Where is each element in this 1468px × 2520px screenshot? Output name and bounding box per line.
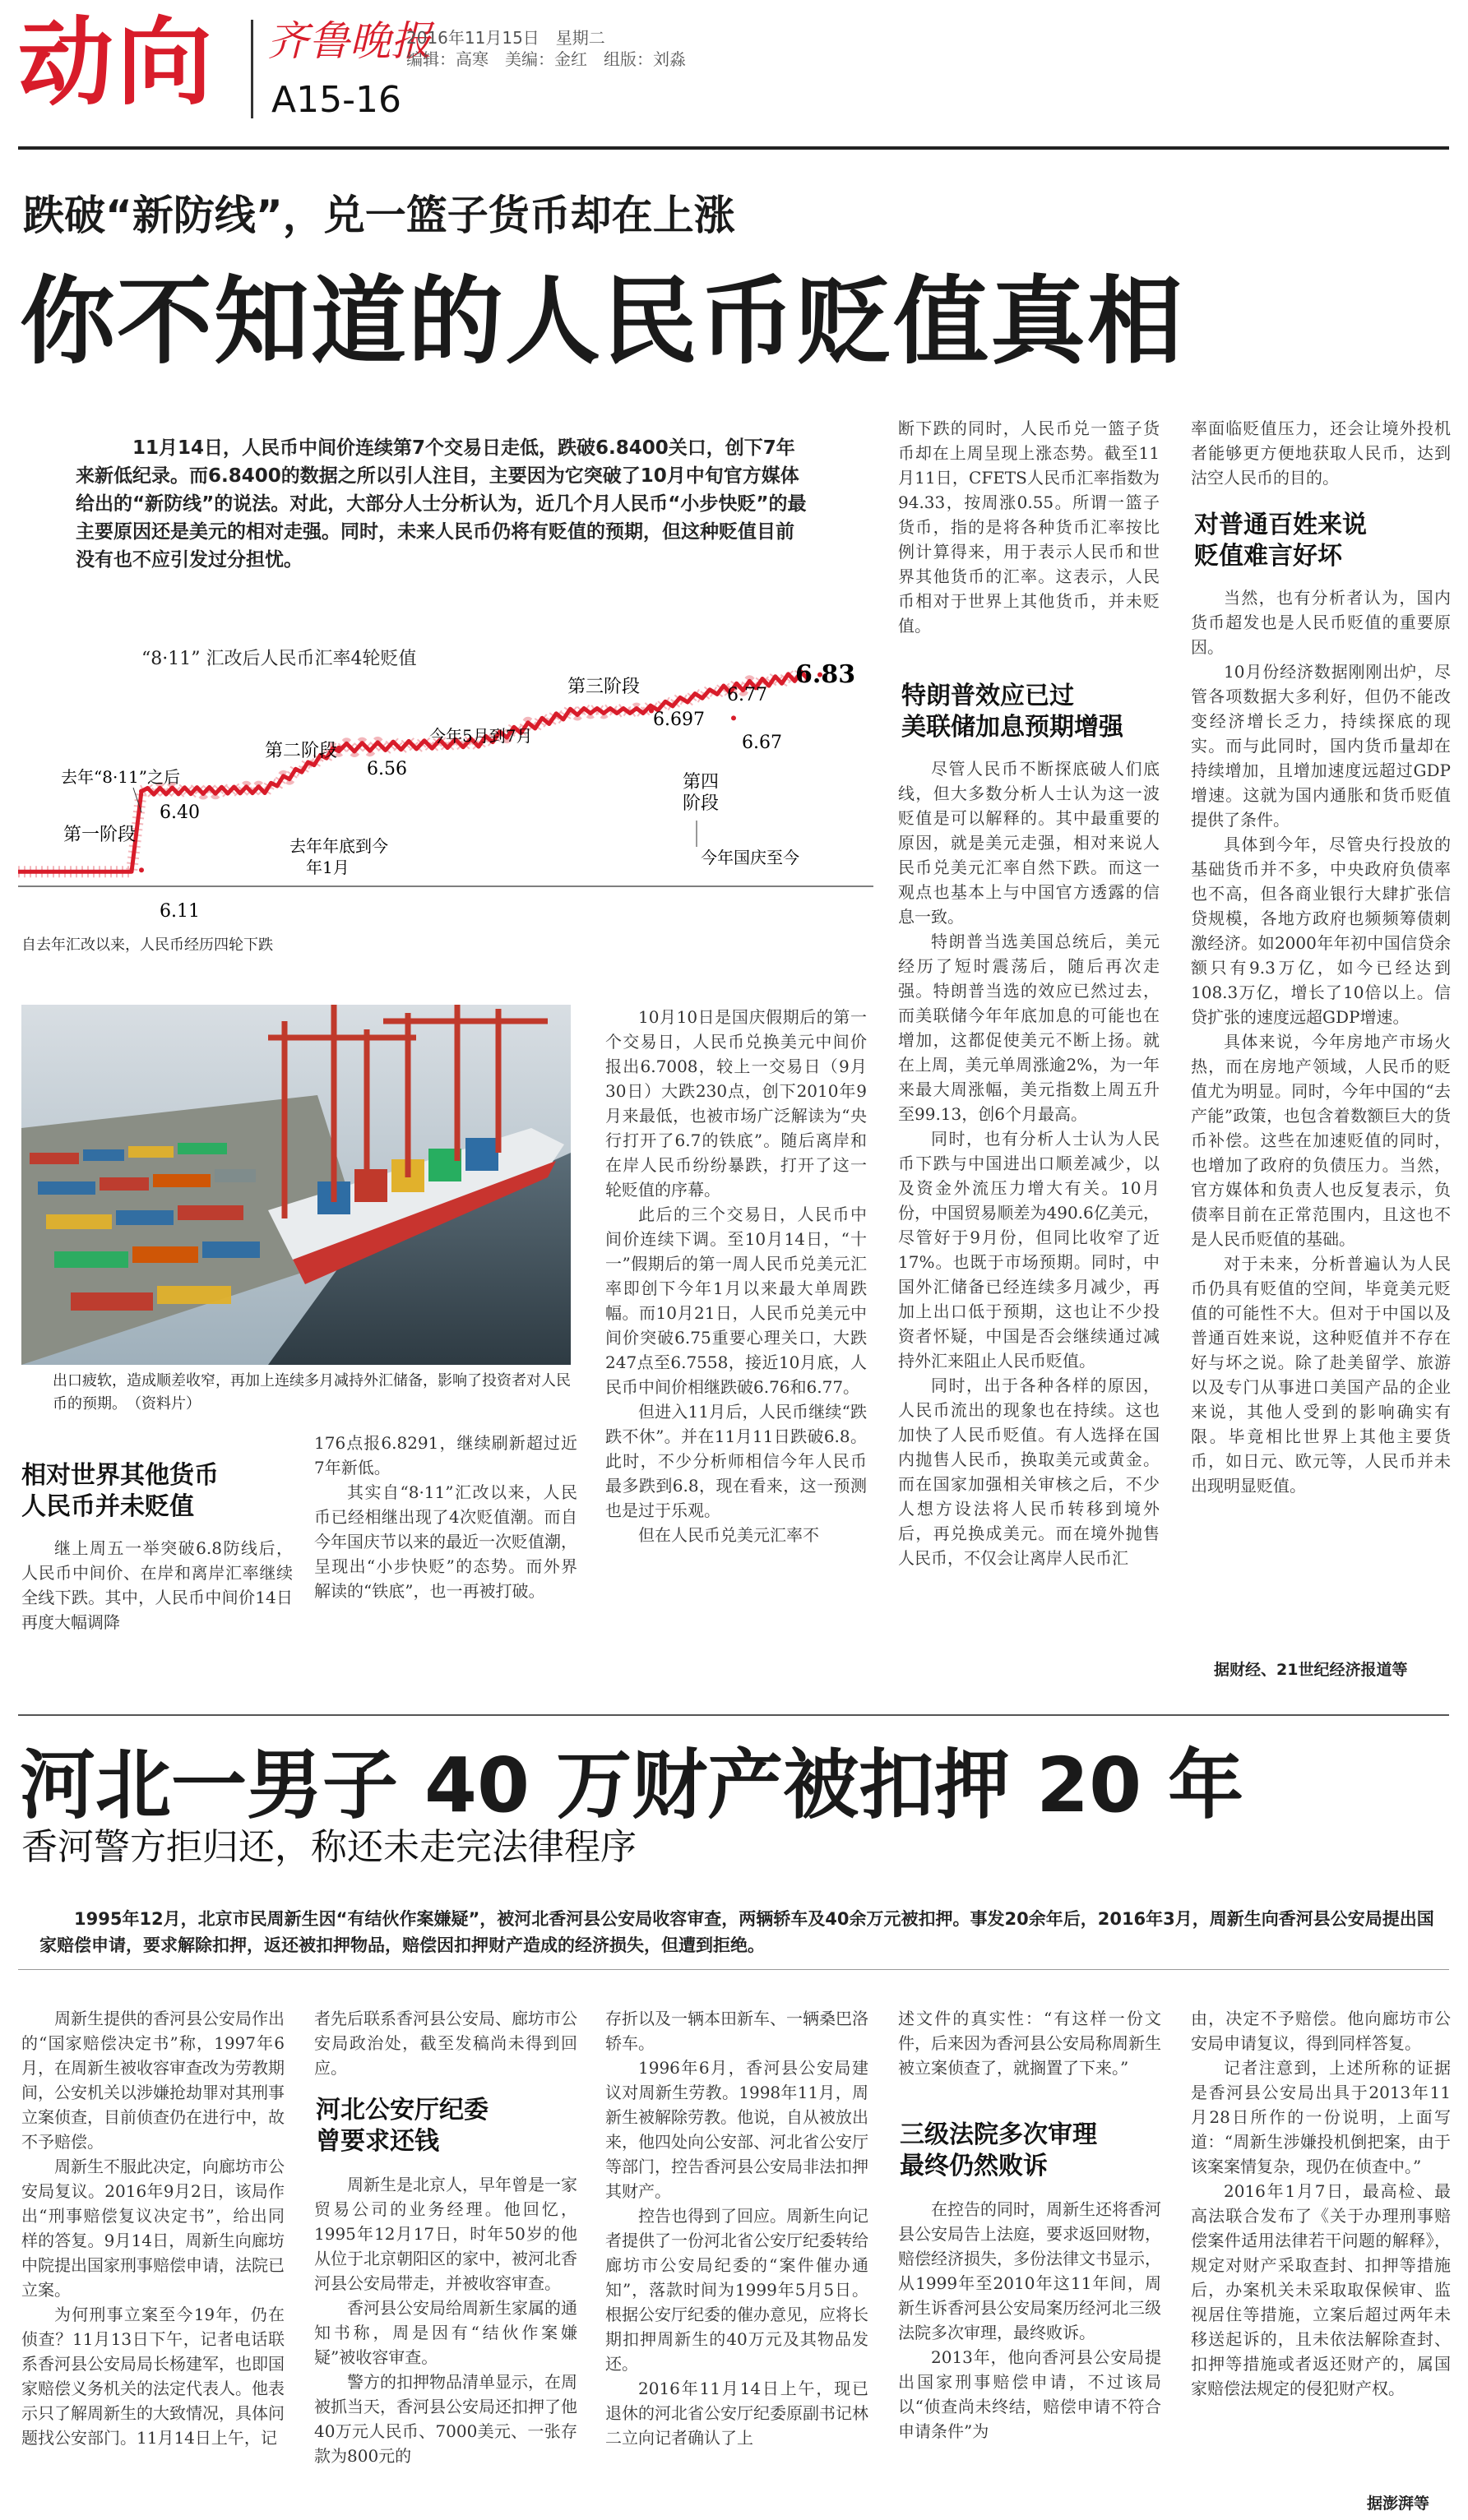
story1-headline: 你不知道的人民币贬值真相 — [20, 266, 1184, 377]
story2-source: 据澎湃等 — [1367, 2495, 1430, 2513]
annotation-national-day: 今年国庆至今 — [701, 848, 799, 867]
story2-col2b-p2: 香河县公安局给周新生家属的通知书称，周是因有“结伙作案嫌疑”被收容审查。 — [314, 2298, 577, 2367]
phase-label-3: 第三阶段 — [567, 677, 641, 697]
story2-col3 — [605, 2006, 868, 2450]
story1-subhead-2: 特朗普效应已过 美联储加息预期增强 — [901, 682, 1123, 742]
annotation-year-end-b: 年1月 — [306, 858, 350, 877]
photo-caption: 出口疲软，造成顺差收窄，再加上连续多月减持外汇储备，影响了投资者对人民币的预期。 （资料片） — [53, 1372, 571, 1413]
story1-col3-p3: 但进入11月后，人民币继续“跌跌不休”。并在11月11日跌破6.8。此时，不少分析师相信今年人民币最多跌到6.8，现在看来，这一预测也是过于乐观。 — [605, 1402, 867, 1520]
story2-col5-p1: 由，决定不予赔偿。他向廊坊市公安局申请复议，得到同样答复。 — [1191, 2009, 1451, 2053]
story2-col3-p3: 控告也得到了回应。周新生向记者提供了一份河北省公安厅纪委转给廊坊市公安局纪委的“案件催办通知”，落款时间为1999年5月5日。根据公安厅纪委的催办意见，应将长期扣押周新生的40万元及其物品发还。 — [605, 2206, 868, 2374]
story2-col2 — [314, 2006, 577, 2080]
story1-lead: 11月14日，人民币中间价连续第7个交易日走低，跌破6.8400关口，创下7年来新低纪录。而6.8400的数据之所以引人注目，主要因为它突破了10月中旬官方媒体给出的“新防线”的说法。对此，大部分人士分析认为，近几个月人民币“小步快贬”的最主要原因还是美元的相对走强。同时，未来人民币仍将有贬值的预期，但这种贬值目前没有也不应引发过分担忧。 — [76, 437, 807, 571]
story2-col5-p3: 2016年1月7日，最高检、最高法联合发布了《关于办理刑事赔偿案件适用法律若干问题的解释》，规定对财产采取查封、扣押等措施后，办案机关未采取取保候审、监视居住等措施，立案后超过两年未移送起诉的，且未依法解除查封、扣押等措施或者返还财产的，属国家赔偿法规定的侵犯财产权。 — [1191, 2181, 1451, 2398]
story1-col2-p2: 其实自“8·11”汇改以来，人民币已经相继出现了4次贬值潮。而自今年国庆节以来的最近一次贬值潮，呈现出“小步快贬”的态势。而外界解读的“铁底”，也一再被打破。 — [314, 1482, 577, 1601]
story1-col4b-p4: 同时，出于各种各样的原因，人民币流出的现象也在持续。这也加快了人民币贬值。有人选择在国内抛售人民币，换取美元或黄金。而在国家加强相关审核之后，不少人想方设法将人民币转移到境外后，再兑换成美元。而在境外抛售人民币，不仅会让离岸人民币汇 — [898, 1376, 1160, 1568]
story2-col5 — [1191, 2006, 1451, 2401]
header-divider — [251, 20, 253, 118]
value-label-6-11: 6.11 — [160, 901, 200, 922]
story1-col4a-p1: 断下跌的同时，人民币兑一篮子货币却在上周呈现上涨态势。截至11月11日，CFETS人民币汇率指数为94.33，按周涨0.55。所谓一篮子货币，指的是将各种货币汇率按比例计算得来，用于表示人民币和世界其他货币的汇率。这表示，人民币相对于世界上其他货币，并未贬值。 — [898, 418, 1160, 636]
story2-col2b-p1: 周新生是北京人，早年曾是一家贸易公司的业务经理。他回忆，1995年12月17日，时年50岁的他从位于北京朝阳区的家中，被河北香河县公安局带走，并被收容审查。 — [314, 2175, 577, 2293]
annotation-may-july: 今年5月到7月 — [429, 726, 533, 746]
story1-col5a — [1191, 416, 1451, 490]
phase-label-2: 第二阶段 — [265, 741, 338, 761]
story2-col4b — [898, 2197, 1161, 2444]
header-rule — [18, 146, 1449, 150]
value-label-6-67: 6.67 — [742, 733, 782, 753]
story1-col3-p2: 此后的三个交易日，人民币中间价连续下调。至10月14日，“十一”假期后的第一周人民币兑美元汇率即创下今年1月以来最大单周跌幅。而10月21日，人民币兑美元中间价突破6.75重要心理关口，大跌247点至6.7558，接近10月底，人民币中间价相继跌破6.76和6.77。 — [605, 1205, 867, 1397]
story2-col2b-p3: 警方的扣押物品清单显示，在周被抓当天，香河县公安局还扣押了他40万元人民币、7000美元、一张存款为800元的 — [314, 2372, 577, 2466]
annotation-year-end-a: 去年年底到今 — [289, 836, 388, 856]
story2-subhead-2: 三级法院多次审理 最终仍然败诉 — [900, 2120, 1097, 2180]
story2-subtitle: 香河警方拒归还，称还未走完法律程序 — [21, 1826, 637, 1868]
phase-label-4b: 阶段 — [683, 793, 720, 814]
story1-col5b-p4: 具体来说，今年房地产市场火热，而在房地产领域，人民币的贬值尤为明显。同时，今年中国的“去产能”政策，也包含着数额巨大的货币补偿。这些在加速贬值的同时，也增加了政府的负债压力。当然，官方媒体和负责人也反复表示，负债率目前在正常范围内，且这也不是人民币贬值的基础。 — [1191, 1032, 1451, 1249]
rate-point — [139, 867, 144, 872]
story1-col4b-p1: 尽管人民币不断探底破人们底线，但大多数分析人士认为这一波贬值是可以解释的。其中最重要的原因，就是美元走强，相对来说人民币兑美元汇率自然下跌。而这一观点也基本上与中国官方透露的信息一致。 — [898, 759, 1160, 927]
story2-col4b-p1: 在控告的同时，周新生还将香河县公安局告上法庭，要求返回财物，赔偿经济损失，多份法律文书显示，从1999年至2010年这11年间，周新生诉香河县公安局案历经河北三级法院多次审理，最终败诉。 — [898, 2199, 1161, 2342]
chart-title: “8·11” 汇改后人民币汇率4轮贬值 — [141, 649, 417, 669]
story1-col5b-p2: 10月份经济数据刚刚出炉，尽管各项数据大多利好，但仍不能改变经济增长乏力，持续探底的现实。而与此同时，国内货币量却在持续增加，且增加速度远超过GDP增速。这就为国内通胀和货币贬值提供了条件。 — [1191, 662, 1451, 830]
story1-col3 — [605, 1005, 867, 1547]
story1-subhead-3: 对普通百姓来说 贬值难言好坏 — [1194, 511, 1367, 571]
story2-subhead-1: 河北公安厅纪委 曾要求还钱 — [316, 2096, 489, 2156]
story2-col1 — [21, 2006, 285, 2450]
story2-col2-p1: 者先后联系香河县公安局、廊坊市公安局政治处，截至发稿尚未得到回应。 — [314, 2009, 577, 2078]
story1-col4b-p2: 特朗普当选美国总统后，美元经历了短时震荡后，随后再次走强。特朗普当选的效应已然过去，而美联储今年年底加息的可能也在增加，这都促使美元不断上扬。就在上周，美元单周涨逾2%，为一年来最大周涨幅，美元指数上周五升至99.13，创6个月最高。 — [898, 932, 1160, 1124]
story1-col3-p4: 但在人民币兑美元汇率不 — [638, 1525, 819, 1545]
story1-col5b-p1: 当然，也有分析者认为，国内货币超发也是人民币贬值的重要原因。 — [1191, 588, 1451, 657]
story-separator — [18, 1714, 1449, 1716]
story1-col2-p1: 176点报6.8291，继续刷新超过近7年新低。 — [314, 1433, 577, 1477]
story1-col4b — [898, 756, 1160, 1570]
story2-headline: 河北一男子 40 万财产被扣押 20 年 — [20, 1741, 1244, 1829]
value-label-6-83: 6.83 — [795, 660, 856, 689]
story1-col5b-p5: 对于未来，分析普遍认为人民币仍具有贬值的空间，毕竟美元贬值的可能性不大。但对于中国以及普通百姓来说，这种贬值并不存在好与坏之说。除了赴美留学、旅游以及专门从事进口美国产品的企业来说，其他人受到的影响确实有限。毕竟相比世界上其他主要货币，如日元、欧元等，人民币并未出现明显贬值。 — [1191, 1254, 1451, 1496]
story2-col3-p1: 存折以及一辆本田新车、一辆桑巴洛轿车。 — [605, 2009, 868, 2053]
port-photo-illustration — [21, 1005, 571, 1365]
story1-col4b-p3: 同时，也有分析人士认为人民币下跌与中国进出口顺差减少，以及资金外流压力增大有关。10月份，中国贸易顺差为490.6亿美元，尽管好于9月份，但同比收窄了近17%。也既于市场预期。同时，中国外汇储备已经连续多月减少，再加上出口低于预期，这也让不少投资者怀疑，中国是否会继续通过减持外汇来阻止人民币贬值。 — [898, 1129, 1160, 1371]
value-label-6-40: 6.40 — [160, 802, 200, 823]
story2-col5-p2: 记者注意到，上述所称的证据是香河县公安局出具于2013年11月28日所作的一份说明，上面写道：“周新生涉嫌投机倒把案，由于该案案情复杂，现仍在侦查中。” — [1191, 2058, 1451, 2176]
story2-col1-p1: 周新生提供的香河县公安局作出的“国家赔偿决定书”称，1997年6月，在周新生被收容审查改为劳教期间，公安机关以涉嫌抢劫罪对其刑事立案侦查，目前侦查仍在进行中，故不予赔偿。 — [21, 2009, 285, 2152]
story1-source: 据财经、21世纪经济报道等 — [1214, 1661, 1408, 1679]
chart-svg — [18, 633, 873, 962]
value-label-6-56: 6.56 — [367, 759, 407, 779]
chart-caption: 自去年汇改以来，人民币经历四轮下跌 — [21, 936, 273, 954]
phase-label-1: 第一阶段 — [63, 825, 137, 845]
rate-point — [731, 715, 736, 720]
port-photo — [21, 1005, 571, 1365]
value-label-6-77: 6.77 — [727, 685, 767, 705]
staff-credits: 编辑：高寒 美编：金红 组版：刘淼 — [406, 49, 686, 69]
story2-col4-p1: 述文件的真实性：“有这样一份文件，后来因为香河县公安局称周新生被立案侦查了，就搁置了下来。” — [898, 2009, 1161, 2078]
story1-col5b-p3: 具体到今年，尽管央行投放的基础货币并不多，中央政府负债率也不高，但各商业银行大肆扩张信贷规模，各地方政府也频频筹债刺激经济。如2000年年初中国信贷余额只有9.3万亿，如今已经达到108.3万亿，增长了10倍以上。信贷扩张的速度远超GDP增速。 — [1191, 835, 1451, 1027]
value-label-6-697: 6.697 — [653, 710, 705, 730]
story1-col2 — [314, 1431, 577, 1603]
issue-date: 2016年11月15日 星期二 — [406, 28, 605, 48]
story1-col1 — [21, 1536, 293, 1635]
rate-point — [139, 789, 144, 794]
story1-col5b — [1191, 585, 1451, 1498]
story2-col1-p2: 周新生不服此决定，向廊坊市公安局复议。2016年9月2日，该局作出“刑事赔偿复议决定书”，给出同样的答复。9月14日，周新生向廊坊中院提出国家刑事赔偿申请，法院已立案。 — [21, 2157, 285, 2300]
section-title: 动向 — [18, 7, 215, 118]
story1-subhead-1: 相对世界其他货币 人民币并未贬值 — [21, 1461, 219, 1521]
story1-col1-p1: 继上周五一举突破6.8防线后，人民币中间价、在岸和离岸汇率继续全线下跌。其中，人民币中间价14日再度大幅调降 — [21, 1538, 293, 1632]
story2-lead-rule — [18, 1969, 1449, 1970]
page-number: A15-16 — [271, 79, 401, 121]
exchange-rate-chart — [18, 633, 873, 962]
story1-col4a — [898, 416, 1160, 638]
newspaper-logo: 齐鲁晚报 — [267, 17, 432, 65]
story2-col1-p3: 为何刑事立案至今19年，仍在侦查？11月13日下午，记者电话联系香河县公安局局长杨建军，也即国家赔偿义务机关的法定代表人。他表示只了解周新生的大致情况，具体问题找公安部门。11月14日上午，记 — [21, 2305, 285, 2448]
story2-lead: 1995年12月，北京市民周新生因“有结伙作案嫌疑”，被河北香河县公安局收容审查，两辆轿车及40余万元被扣押。事发20余年后，2016年3月，周新生向香河县公安局提出国家赔偿申请，要求解除扣押，返还被扣押物品，赔偿因扣押财产造成的经济损失，但遭到拒绝。 — [39, 1909, 1434, 1955]
story1-col3-p1: 10月10日是国庆假期后的第一个交易日，人民币兑换美元中间价报出6.7008，较上一交易日（9月30日）大跌230点，创下2010年9月来最低，也被市场广泛解读为“央行打开了6.7的铁底”。随后离岸和在岸人民币纷纷暴跌，打开了这一轮贬值的序幕。 — [605, 1007, 867, 1200]
story2-col2b — [314, 2172, 577, 2468]
story2-col3-p4: 2016年11月14日上午，现已退休的河北省公安厅纪委原副书记林二立向记者确认了上 — [605, 2379, 868, 2448]
story1-kicker: 跌破“新防线”，兑一篮子货币却在上涨 — [23, 192, 735, 239]
story2-col4 — [898, 2006, 1161, 2080]
story2-col4b-p2: 2013年，他向香河县公安局提出国家刑事赔偿申请，不过该局以“侦查尚未终结，赔偿申请不符合申请条件”为 — [898, 2347, 1161, 2441]
story2-col3-p2: 1996年6月，香河县公安局建议对周新生劳教。1998年11月，周新生被解除劳教。他说，自从被放出来，他四处向公安部、河北省公安厅等部门，控告香河县公安局非法扣押其财产。 — [605, 2058, 868, 2201]
annotation-last-811: 去年“8·11”之后 — [61, 767, 180, 787]
phase-label-4a: 第四 — [683, 772, 720, 793]
story1-col5a-p1: 率面临贬值压力，还会让境外投机者能够更方便地获取人民币，达到沽空人民币的目的。 — [1191, 418, 1451, 488]
